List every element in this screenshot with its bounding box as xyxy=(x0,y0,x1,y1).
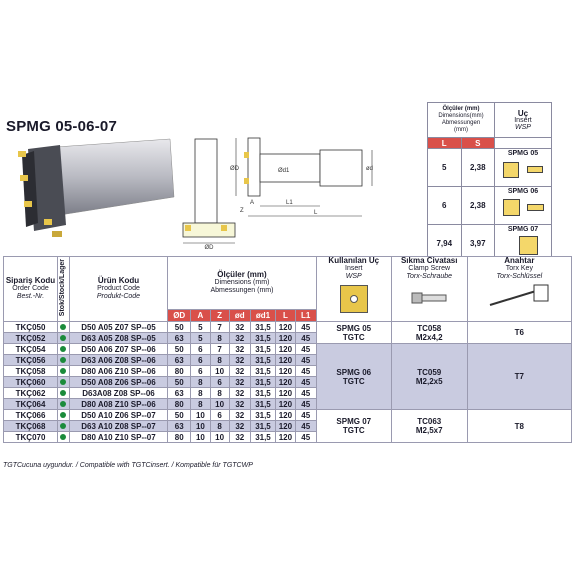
drawing-label-L: L xyxy=(314,210,318,216)
torx-key-icon xyxy=(484,283,554,309)
header-dimensions: Ölçüler (mm) Dimensions (mm) Abmessungen (mm) xyxy=(168,257,317,310)
insert-icon xyxy=(503,199,520,216)
dim-value: 32 xyxy=(229,388,250,399)
order-code: TKÇ066 xyxy=(4,410,58,421)
stock-indicator xyxy=(58,355,70,366)
in-stock-icon xyxy=(60,390,66,396)
header-product-code: Ürün Kodu Product Code Produkt-Code xyxy=(69,257,167,322)
dim-value: 63 xyxy=(168,333,191,344)
order-table xyxy=(3,256,572,443)
product-code: D63A08 Z08 SP--06 xyxy=(69,388,167,399)
insert-group: SPMG 06 TGTC xyxy=(316,344,391,410)
drawing-label-D: ØD xyxy=(230,166,239,172)
order-code: TKÇ056 xyxy=(4,355,58,366)
in-stock-icon xyxy=(60,357,66,363)
order-code: TKÇ058 xyxy=(4,366,58,377)
insert-icon xyxy=(503,162,519,178)
order-code: TKÇ068 xyxy=(4,421,58,432)
product-code: D80 A08 Z10 SP--06 xyxy=(69,399,167,410)
key-group: T6 xyxy=(467,322,571,344)
dim-value: 6 xyxy=(191,366,210,377)
dim-value: 120 xyxy=(276,410,296,421)
dim-value: 45 xyxy=(295,344,316,355)
insert-side-icon xyxy=(527,166,543,173)
dim-value: 120 xyxy=(276,344,296,355)
order-code: TKÇ064 xyxy=(4,399,58,410)
product-code: D63 A10 Z08 SP--07 xyxy=(69,421,167,432)
dim-value: 32 xyxy=(229,366,250,377)
in-stock-icon xyxy=(60,379,66,385)
dim-value: 45 xyxy=(295,410,316,421)
insert-table-dims-header: Ölçüler (mm) Dimensions(mm) Abmessungen (mm) xyxy=(428,103,495,138)
dim-value: 63 xyxy=(168,388,191,399)
screw-group: TC058 M2x4,2 xyxy=(391,322,467,344)
dim-value: 8 xyxy=(210,333,229,344)
insert-row: 7,94 3,97 SPMG 07 xyxy=(428,225,552,263)
dim-value: 8 xyxy=(191,388,210,399)
dim-value: 63 xyxy=(168,355,191,366)
dim-value: 10 xyxy=(191,421,210,432)
in-stock-icon xyxy=(60,324,66,330)
dim-value: 50 xyxy=(168,344,191,355)
dim-value: 31,5 xyxy=(250,366,275,377)
insert-icon xyxy=(340,285,368,313)
dim-value: 31,5 xyxy=(250,344,275,355)
table-row xyxy=(4,410,572,421)
insert-dimension-table xyxy=(427,102,552,263)
dim-value: 32 xyxy=(229,377,250,388)
dim-value: 45 xyxy=(295,377,316,388)
product-code: D50 A05 Z07 SP--05 xyxy=(69,322,167,333)
dim-value: 31,5 xyxy=(250,333,275,344)
key-group: T8 xyxy=(467,410,571,443)
stock-indicator xyxy=(58,421,70,432)
dim-value: 31,5 xyxy=(250,355,275,366)
dim-value: 5 xyxy=(191,333,210,344)
dim-value: 7 xyxy=(210,322,229,333)
dim-value: 120 xyxy=(276,432,296,443)
dim-col-d1: ød1 xyxy=(250,310,275,322)
page-title: SPMG 05-06-07 xyxy=(6,118,117,135)
dim-value: 31,5 xyxy=(250,322,275,333)
dim-value: 8 xyxy=(191,377,210,388)
dim-value: 32 xyxy=(229,322,250,333)
dim-value: 8 xyxy=(210,388,229,399)
dim-value: 120 xyxy=(276,377,296,388)
table-row xyxy=(4,322,572,333)
drawing-label-L1: L1 xyxy=(286,200,293,206)
dim-value: 6 xyxy=(191,344,210,355)
screw-icon xyxy=(404,285,454,309)
dim-value: 50 xyxy=(168,377,191,388)
insert-table-insert-header: Uç Insert WSP xyxy=(495,103,552,138)
dim-value: 32 xyxy=(229,399,250,410)
stock-indicator xyxy=(58,377,70,388)
drawing-label-A: A xyxy=(250,200,255,206)
drawing-label-Z: Z xyxy=(240,208,244,214)
dim-value: 32 xyxy=(229,333,250,344)
dim-value: 8 xyxy=(191,399,210,410)
col-header-S: S xyxy=(461,138,495,149)
in-stock-icon xyxy=(60,401,66,407)
dim-value: 31,5 xyxy=(250,410,275,421)
dim-value: 7 xyxy=(210,344,229,355)
dim-value: 80 xyxy=(168,366,191,377)
technical-drawing xyxy=(226,132,386,222)
dim-value: 120 xyxy=(276,388,296,399)
dim-value: 45 xyxy=(295,432,316,443)
dim-value: 120 xyxy=(276,399,296,410)
dim-value: 50 xyxy=(168,410,191,421)
insert-group: SPMG 07 TGTC xyxy=(316,410,391,443)
insert-row: 5 2,38 SPMG 05 xyxy=(428,149,552,187)
col-header-L: L xyxy=(428,138,462,149)
dim-value: 8 xyxy=(210,355,229,366)
dim-value: 10 xyxy=(191,410,210,421)
dim-value: 5 xyxy=(191,322,210,333)
header-insert: Kullanılan Uç Insert WSP xyxy=(316,257,391,322)
drawing-label-d: ød xyxy=(366,166,374,172)
dim-value: 8 xyxy=(210,421,229,432)
dim-value: 32 xyxy=(229,410,250,421)
order-code: TKÇ062 xyxy=(4,388,58,399)
dim-value: 10 xyxy=(210,399,229,410)
order-code: TKÇ052 xyxy=(4,333,58,344)
dim-value: 120 xyxy=(276,366,296,377)
dim-value: 32 xyxy=(229,421,250,432)
stock-indicator xyxy=(58,432,70,443)
insert-side-icon xyxy=(527,204,544,211)
dim-value: 32 xyxy=(229,355,250,366)
dim-value: 6 xyxy=(210,410,229,421)
dim-value: 10 xyxy=(191,432,210,443)
insert-row: 6 2,38 SPMG 06 xyxy=(428,187,552,225)
stock-indicator xyxy=(58,344,70,355)
product-code: D50 A08 Z06 SP--06 xyxy=(69,377,167,388)
dim-value: 10 xyxy=(210,432,229,443)
dim-col-D: ØD xyxy=(168,310,191,322)
dim-value: 45 xyxy=(295,421,316,432)
dim-value: 120 xyxy=(276,333,296,344)
dim-col-d: ød xyxy=(229,310,250,322)
dim-value: 31,5 xyxy=(250,377,275,388)
product-code: D63 A05 Z08 SP--05 xyxy=(69,333,167,344)
product-code: D80 A10 Z10 SP--07 xyxy=(69,432,167,443)
dim-value: 120 xyxy=(276,421,296,432)
order-code: TKÇ054 xyxy=(4,344,58,355)
header-torx-key: Anahtar Torx Key Torx-Schlüssel xyxy=(467,257,571,322)
insert-group: SPMG 05 TGTC xyxy=(316,322,391,344)
dim-value: 32 xyxy=(229,432,250,443)
dim-value: 45 xyxy=(295,388,316,399)
dim-value: 80 xyxy=(168,399,191,410)
in-stock-icon xyxy=(60,368,66,374)
in-stock-icon xyxy=(60,335,66,341)
dim-col-L1: L1 xyxy=(295,310,316,322)
stock-indicator xyxy=(58,410,70,421)
in-stock-icon xyxy=(60,346,66,352)
product-code: D63 A06 Z08 SP--06 xyxy=(69,355,167,366)
product-code: D50 A06 Z07 SP--06 xyxy=(69,344,167,355)
order-code: TKÇ050 xyxy=(4,322,58,333)
dim-value: 45 xyxy=(295,366,316,377)
dim-col-A: A xyxy=(191,310,210,322)
product-code: D80 A06 Z10 SP--06 xyxy=(69,366,167,377)
dim-value: 6 xyxy=(210,377,229,388)
header-stock: Stok/Stock/Lager xyxy=(58,257,70,322)
dim-value: 31,5 xyxy=(250,432,275,443)
header-order-code: Sipariş Kodu Order Code Best.-Nr. xyxy=(4,257,58,322)
in-stock-icon xyxy=(60,412,66,418)
in-stock-icon xyxy=(60,423,66,429)
dim-value: 45 xyxy=(295,333,316,344)
dim-value: 50 xyxy=(168,322,191,333)
dim-value: 31,5 xyxy=(250,421,275,432)
dim-value: 45 xyxy=(295,355,316,366)
order-code: TKÇ070 xyxy=(4,432,58,443)
screw-group: TC063 M2,5x7 xyxy=(391,410,467,443)
stock-indicator xyxy=(58,388,70,399)
svg-text:ØD: ØD xyxy=(204,245,214,250)
footnote: TGTCucuna uygundur. / Compatible with TGTCinsert. / Kompatible für TGTCWP xyxy=(3,462,253,469)
dim-value: 120 xyxy=(276,355,296,366)
stock-indicator xyxy=(58,322,70,333)
in-stock-icon xyxy=(60,434,66,440)
drawing-label-d1: Ød1 xyxy=(278,168,290,174)
dim-value: 6 xyxy=(191,355,210,366)
key-group: T7 xyxy=(467,344,571,410)
screw-group: TC059 M2,2x5 xyxy=(391,344,467,410)
dim-value: 32 xyxy=(229,344,250,355)
header-clamp-screw: Sıkma Civatası Clamp Screw Torx-Schraube xyxy=(391,257,467,322)
dim-value: 31,5 xyxy=(250,399,275,410)
dim-value: 45 xyxy=(295,322,316,333)
dim-value: 45 xyxy=(295,399,316,410)
dim-value: 31,5 xyxy=(250,388,275,399)
stock-indicator xyxy=(58,333,70,344)
dim-value: 63 xyxy=(168,421,191,432)
dim-col-Z: Z xyxy=(210,310,229,322)
order-code: TKÇ060 xyxy=(4,377,58,388)
table-row xyxy=(4,344,572,355)
stock-indicator xyxy=(58,399,70,410)
dim-col-L: L xyxy=(276,310,296,322)
insert-icon xyxy=(519,236,538,255)
dim-value: 120 xyxy=(276,322,296,333)
product-code: D50 A10 Z06 SP--07 xyxy=(69,410,167,421)
tool-photo xyxy=(8,135,178,245)
dim-value: 10 xyxy=(210,366,229,377)
dim-value: 80 xyxy=(168,432,191,443)
stock-indicator xyxy=(58,366,70,377)
